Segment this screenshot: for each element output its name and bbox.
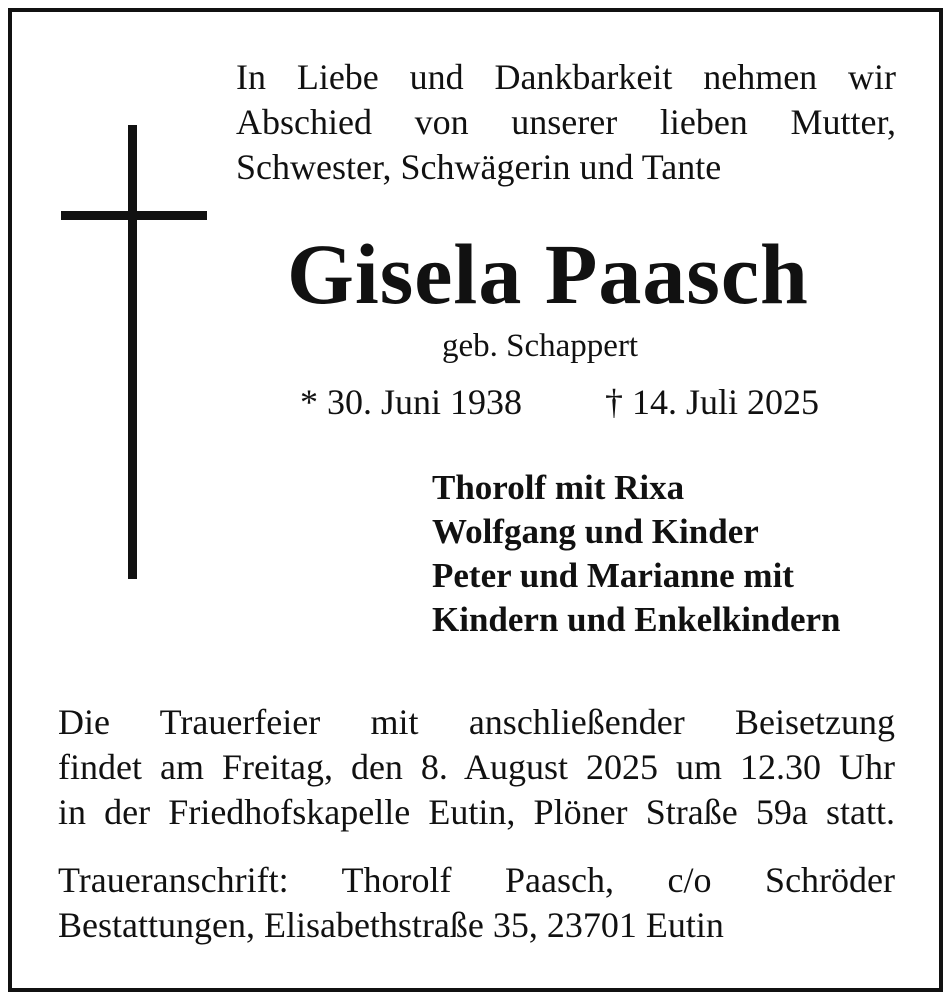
intro-line: Abschied von unserer lieben Mutter, <box>236 102 896 142</box>
mourner-line: Thorolf mit Rixa <box>432 468 685 507</box>
mourning-address <box>58 858 895 948</box>
mourners-list <box>432 466 841 642</box>
address-line: Bestattungen, Elisabethstraße 35, 23701 Eutin <box>58 905 724 945</box>
cross-horizontal-bar <box>61 211 207 220</box>
cross-vertical-bar <box>128 125 137 579</box>
mourner-line: Kindern und Enkelkindern <box>432 600 841 639</box>
deceased-name: Gisela Paasch <box>287 226 809 322</box>
intro-text <box>236 55 896 190</box>
intro-line: Schwester, Schwägerin und Tante <box>236 147 722 187</box>
service-line: Die Trauerfeier mit anschließender Beisetzung <box>58 702 895 742</box>
birth-date: * 30. Juni 1938 <box>300 382 523 422</box>
service-line: findet am Freitag, den 8. August 2025 um 12.30 Uhr <box>58 747 895 787</box>
death-date: † 14. Juli 2025 <box>605 382 820 422</box>
mourner-line: Wolfgang und Kinder <box>432 512 759 551</box>
birth-name: geb. Schappert <box>442 328 639 364</box>
mourner-line: Peter und Marianne mit <box>432 556 794 595</box>
intro-line: In Liebe und Dankbarkeit nehmen wir <box>236 57 896 97</box>
address-line: Traueranschrift: Thorolf Paasch, c/o Schröder <box>58 860 895 900</box>
funeral-service-text <box>58 700 895 835</box>
service-line: in der Friedhofskapelle Eutin, Plöner Straße 59a statt. <box>58 792 895 832</box>
